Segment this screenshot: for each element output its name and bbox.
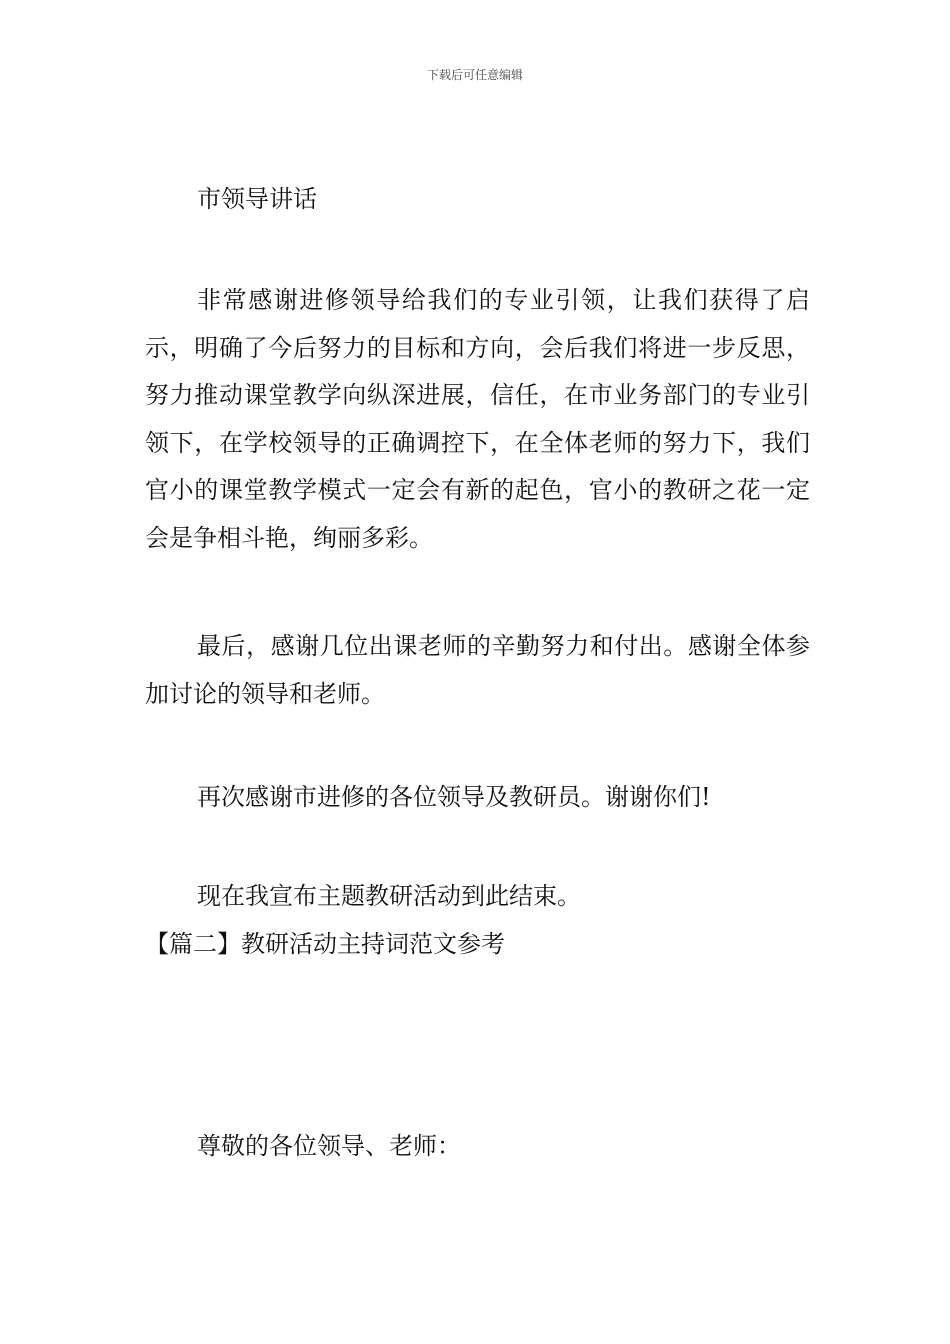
section-title: 【篇二】教研活动主持词范文参考: [145, 930, 505, 958]
paragraph-thanks-teachers: 最后，感谢几位出课老师的辛勤努力和付出。感谢全体参加讨论的领导和老师。: [145, 632, 810, 708]
heading-line: 市领导讲话: [197, 185, 317, 213]
paragraph-thanks-leaders: 非常感谢进修领导给我们的专业引领，让我们获得了启示，明确了今后努力的目标和方向，会后我们将进一步反思，努力推动课堂教学向纵深进展，信任，在市业务部门的专业引领下，在学校领导的正确调控下，在全体老师的努力下，我们官小的课堂教学模式一定会有新的起色，官小的教研之花一定会是争相斗艳，绚丽多彩。: [145, 286, 810, 552]
paragraph-closing: 现在我宣布主题教研活动到此结束。: [197, 882, 581, 910]
paragraph-thanks-again: 再次感谢市进修的各位领导及教研员。谢谢你们!: [197, 783, 711, 811]
salutation: 尊敬的各位领导、老师：: [197, 1132, 461, 1160]
page-header: 下载后可任意编辑: [426, 68, 523, 82]
